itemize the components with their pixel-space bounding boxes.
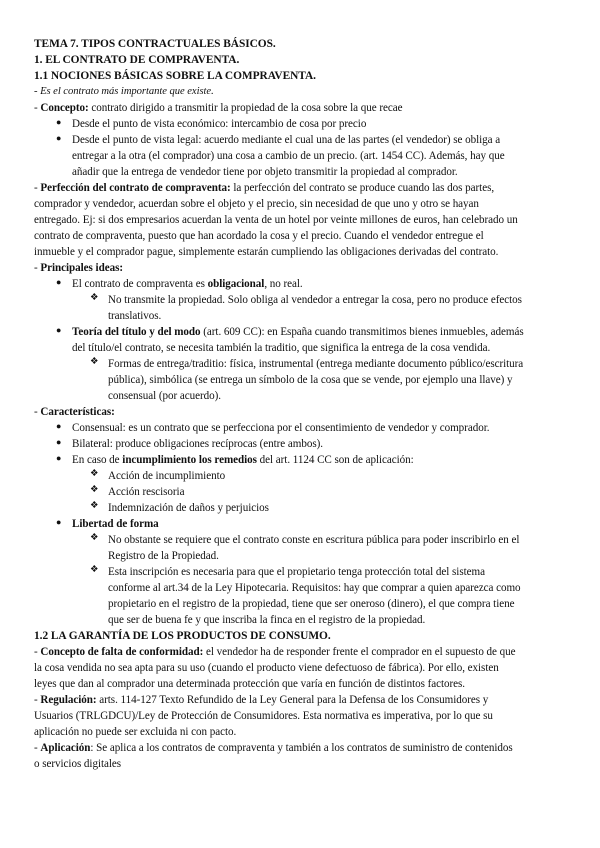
principales-line [34, 260, 123, 276]
regulacion-line [34, 692, 488, 708]
dash: - [34, 262, 41, 274]
remedio-item: Acción rescisoria [108, 486, 185, 498]
concepto-line [34, 100, 403, 116]
diamond-icon: ❖ [90, 469, 99, 479]
perfeccion-text: contrato de compraventa, puesto que han acordado la cosa y el precio. Cuando el vendedor entregue el [34, 230, 484, 242]
text: arts. 114-127 Texto Refundido de la Ley General para la Defensa de los Consumidores y [96, 694, 489, 706]
garantia-text: leyes que dan al comprador una determinada protección que varía en función de distintos factores. [34, 678, 466, 690]
text: En caso de [72, 454, 123, 466]
regulacion-text: Usuarios (TRLGDCU)/Ley de Protección de Consumidores. Esta normativa es imperativa, por lo que su [34, 710, 493, 722]
concepto-text: contrato dirigido a transmitir la propiedad de la cosa sobre la que recae [88, 102, 403, 114]
text: (art. 609 CC): en España cuando transmitimos bienes inmuebles, además [200, 326, 524, 338]
bullet-icon: ● [56, 277, 62, 287]
perfeccion-text: entregado. Ej: si dos empresarios acuerdan la venta de un hotel por veinte millones de euros, han celebrado un [34, 214, 518, 226]
concepto-bullet-2: Desde el punto de vista legal: acuerdo mediante el cual una de las partes (el vendedor) se obliga a [72, 134, 501, 146]
diamond-icon: ❖ [90, 293, 99, 303]
caracteristicas-line [34, 404, 115, 420]
perfeccion-label: Perfección del contrato de compraventa: [40, 182, 231, 194]
forma-sub-1: No obstante se requiere que el contrato conste en escritura pública para poder inscribirlo en el [108, 534, 520, 546]
principales-sub-1: No transmite la propiedad. Solo obliga al vendedor a entregar la cosa, pero no produce efectos [108, 294, 522, 306]
regulacion-label: Regulación: [40, 694, 97, 706]
principales-sub-2: Formas de entrega/traditio: física, instrumental (entrega mediante documento público/escritura [108, 358, 524, 370]
caracteristicas-label: Características: [40, 406, 115, 418]
principales-label: Principales ideas: [40, 262, 123, 274]
concepto-bullet-2-cont: entregar a la otra (el comprador) una cosa a cambio de un precio. (art. 1454 CC). Además, hay que [72, 150, 505, 162]
text: : Se aplica a los contratos de compraventa y también a los contratos de suministro de contenidos [90, 742, 513, 754]
dash: - [34, 182, 41, 194]
principales-sub-2-cont: pública), simbólica (se entrega un símbolo de la cosa que se vende, por ejemplo una llave) y [108, 374, 513, 386]
remedio-item: Acción de incumplimiento [108, 470, 226, 482]
aplicacion-line [34, 740, 513, 756]
dash: - [34, 742, 41, 754]
garantia-label: Concepto de falta de conformidad: [40, 646, 204, 658]
aplicacion-text: o servicios digitales [34, 758, 122, 770]
bold-term: Libertad de forma [72, 518, 159, 530]
text: el vendedor ha de responder frente el comprador en el supuesto de que [203, 646, 516, 658]
forma-sub-1-cont: Registro de la Propiedad. [108, 550, 219, 562]
text: , no real. [264, 278, 303, 290]
principales-bullet-2 [72, 324, 524, 340]
bold-term: Teoría del título y del modo [72, 326, 201, 338]
garantia-line [34, 644, 516, 660]
caracteristicas-bullet-2: Bilateral: produce obligaciones recíprocas (entre ambos). [72, 438, 323, 450]
forma-sub-2-cont: que ser de buena fe y que inscriba la finca en el registro de la propiedad. [108, 614, 426, 626]
section-heading: 1. EL CONTRATO DE COMPRAVENTA. [34, 54, 240, 66]
dash: - [34, 694, 41, 706]
perfeccion-line [34, 180, 494, 196]
subsection-heading: 1.2 LA GARANTÍA DE LOS PRODUCTOS DE CONSUMO. [34, 630, 331, 642]
concepto-bullet-2-cont: añadir que la entrega de vendedor tiene por objeto transmitir la propiedad al comprador. [72, 166, 458, 178]
aplicacion-label: Aplicación [40, 742, 91, 754]
bullet-icon: ● [56, 453, 62, 463]
diamond-icon: ❖ [90, 357, 99, 367]
forma-sub-2: Esta inscripción es necesaria para que el propietario tenga protección total del sistema [108, 566, 485, 578]
principales-bullet-1 [72, 276, 303, 292]
dash: - [34, 646, 41, 658]
forma-sub-2-cont: propietario en el registro de la propiedad, tiene que ser oneroso (dinero), el que compra tiene [108, 598, 515, 610]
subsection-heading: 1.1 NOCIONES BÁSICAS SOBRE LA COMPRAVENTA. [34, 70, 316, 82]
bullet-icon: ● [56, 133, 62, 143]
principales-sub-1-cont: translativos. [108, 310, 162, 322]
dash: - [34, 406, 41, 418]
diamond-icon: ❖ [90, 565, 99, 575]
diamond-icon: ❖ [90, 533, 99, 543]
text: del art. 1124 CC son de aplicación: [256, 454, 414, 466]
title-heading: TEMA 7. TIPOS CONTRACTUALES BÁSICOS. [34, 38, 276, 50]
diamond-icon: ❖ [90, 501, 99, 511]
caracteristicas-bullet-3 [72, 452, 414, 468]
caracteristicas-bullet-4 [72, 516, 159, 532]
concepto-bullet-1: Desde el punto de vista económico: intercambio de cosa por precio [72, 118, 367, 130]
bullet-icon: ● [56, 325, 62, 335]
text: El contrato de compraventa es [72, 278, 208, 290]
dash: - [34, 102, 41, 114]
bold-term: incumplimiento los remedios [122, 454, 257, 466]
perfeccion-text: la perfección del contrato se produce cuando las dos partes, [230, 182, 495, 194]
principales-sub-2-cont: consensual (por acuerdo). [108, 390, 222, 402]
bullet-icon: ● [56, 437, 62, 447]
regulacion-text: aplicación no puede ser excluida ni con pacto. [34, 726, 237, 738]
forma-sub-2-cont: conforme al art.34 de la Ley Hipotecaria. Requisitos: hay que comprar a quien aparezca como [108, 582, 521, 594]
perfeccion-text: inmueble y el comprador pague, simplemente estarán cumpliendo las obligaciones derivadas del contrato. [34, 246, 499, 258]
bullet-icon: ● [56, 517, 62, 527]
principales-bullet-2-cont: del título/el contrato, se necesita también la traditio, que significa la entrega de la cosa vendida. [72, 342, 491, 354]
remedio-item: Indemnización de daños y perjuicios [108, 502, 269, 514]
intro-line: - Es el contrato más importante que existe. [34, 86, 214, 97]
diamond-icon: ❖ [90, 485, 99, 495]
garantia-text: la cosa vendida no sea apta para su uso (cuando el producto viene defectuoso de fábrica). Por ello, existen [34, 662, 499, 674]
bullet-icon: ● [56, 117, 62, 127]
bullet-icon: ● [56, 421, 62, 431]
caracteristicas-bullet-1: Consensual: es un contrato que se perfecciona por el consentimiento de vendedor y comprador. [72, 422, 490, 434]
perfeccion-text: comprador y vendedor, acuerdan sobre el objeto y el precio, sin necesidad de que uno y otro se hayan [34, 198, 479, 210]
bold-term: obligacional [207, 278, 265, 290]
concepto-label: Concepto: [40, 102, 89, 114]
